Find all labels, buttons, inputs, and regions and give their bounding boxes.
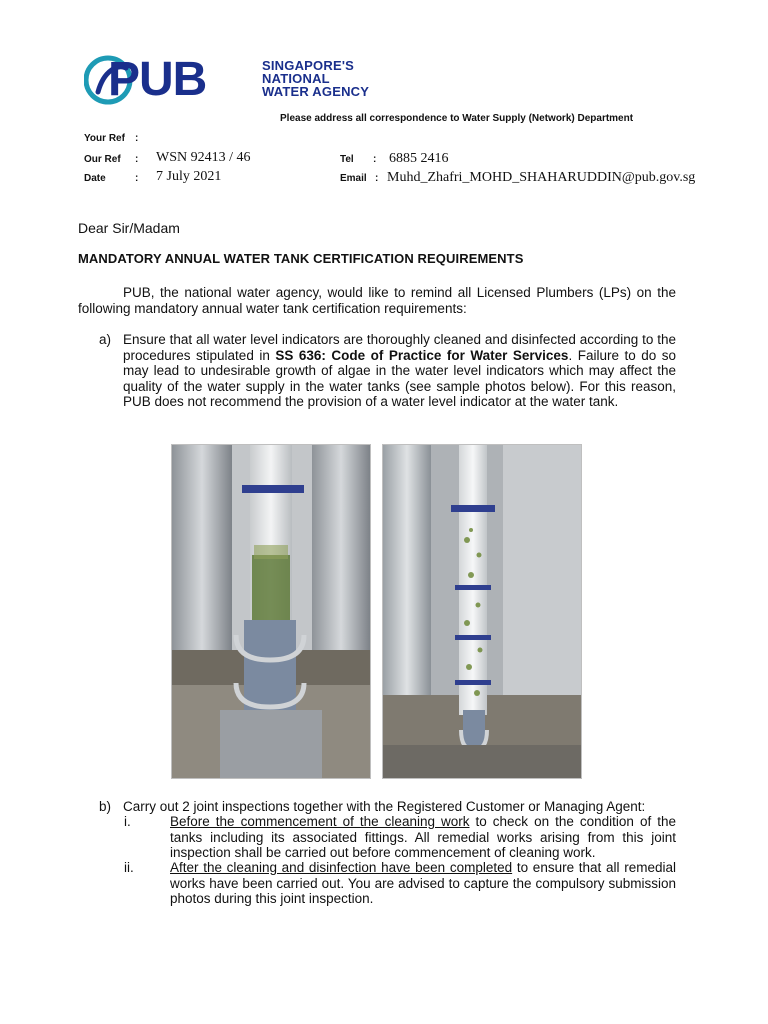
item-a-text-part: Ensure that all water level indicators are thoroughly cleaned and disinfected according to the procedures stipulated in	[123, 332, 676, 363]
intro-paragraph: PUB, the national water agency, would like to remind all Licensed Plumbers (LPs) on the following mandatory annual water tank certification requirements:	[78, 285, 676, 316]
logo-wordmark: PUB	[108, 53, 207, 106]
logo-tagline	[262, 59, 369, 98]
your-ref-colon: :	[135, 133, 139, 144]
date-colon: :	[135, 173, 139, 184]
tel-label: Tel	[340, 154, 354, 165]
date-label: Date	[84, 173, 106, 184]
item-b-marker: b)	[99, 799, 112, 814]
sub-item-ii-marker: ii.	[124, 860, 134, 875]
letter-heading: MANDATORY ANNUAL WATER TANK CERTIFICATION REQUIREMENTS	[78, 251, 524, 266]
sample-photo-algae-indicator-2	[382, 444, 582, 779]
your-ref-label: Your Ref	[84, 133, 125, 144]
sub-item-ii-underlined: After the cleaning and disinfection have been completed	[170, 860, 513, 875]
logo-tagline-line: SINGAPORE'S	[262, 58, 354, 73]
email-value: Muhd_Zhafri_MOHD_SHAHARUDDIN@pub.gov.sg	[387, 170, 696, 185]
item-a-text-part: . Failure to do so may lead to undesirable growth of algae in the water level indicators which may affect the quality of the water supply in the water tanks (see sample photos below). For this reason, PUB does not recommend the provision of a water level indicator at the water tank.	[123, 347, 676, 409]
salutation: Dear Sir/Madam	[78, 220, 180, 236]
logo-tagline-line: NATIONAL	[262, 71, 330, 86]
sub-item-ii-text	[170, 860, 676, 907]
email-label: Email	[340, 173, 367, 184]
item-a-text	[123, 332, 676, 410]
date-value: 7 July 2021	[156, 169, 222, 184]
logo-tagline-line: WATER AGENCY	[262, 84, 370, 99]
our-ref-colon: :	[135, 154, 139, 165]
sub-item-ii-rest: to ensure that all remedial works have been carried out. You are advised to capture the compulsory submission photos during this joint inspection.	[170, 860, 676, 906]
email-colon: :	[375, 173, 379, 184]
item-a-standard-ref: SS 636: Code of Practice for Water Services	[275, 347, 569, 363]
tel-colon: :	[373, 154, 377, 165]
sub-item-i-marker: i.	[124, 814, 131, 829]
item-a-marker: a)	[99, 332, 112, 347]
sub-item-i-text	[170, 814, 676, 861]
correspondence-note: Please address all correspondence to Water Supply (Network) Department	[280, 113, 634, 124]
sub-item-i-underlined: Before the commencement of the cleaning work	[170, 814, 470, 829]
item-b-text: Carry out 2 joint inspections together with the Registered Customer or Managing Agent:	[123, 799, 646, 814]
sub-item-i-rest: to check on the condition of the tanks including its associated fittings. All remedial works arising from this joint inspection shall be carried out before commencement of cleaning work.	[170, 814, 676, 860]
our-ref-value: WSN 92413 / 46	[156, 150, 251, 165]
sample-photo-algae-indicator-1	[171, 444, 371, 779]
our-ref-label: Our Ref	[84, 154, 121, 165]
tel-value: 6885 2416	[389, 151, 449, 166]
